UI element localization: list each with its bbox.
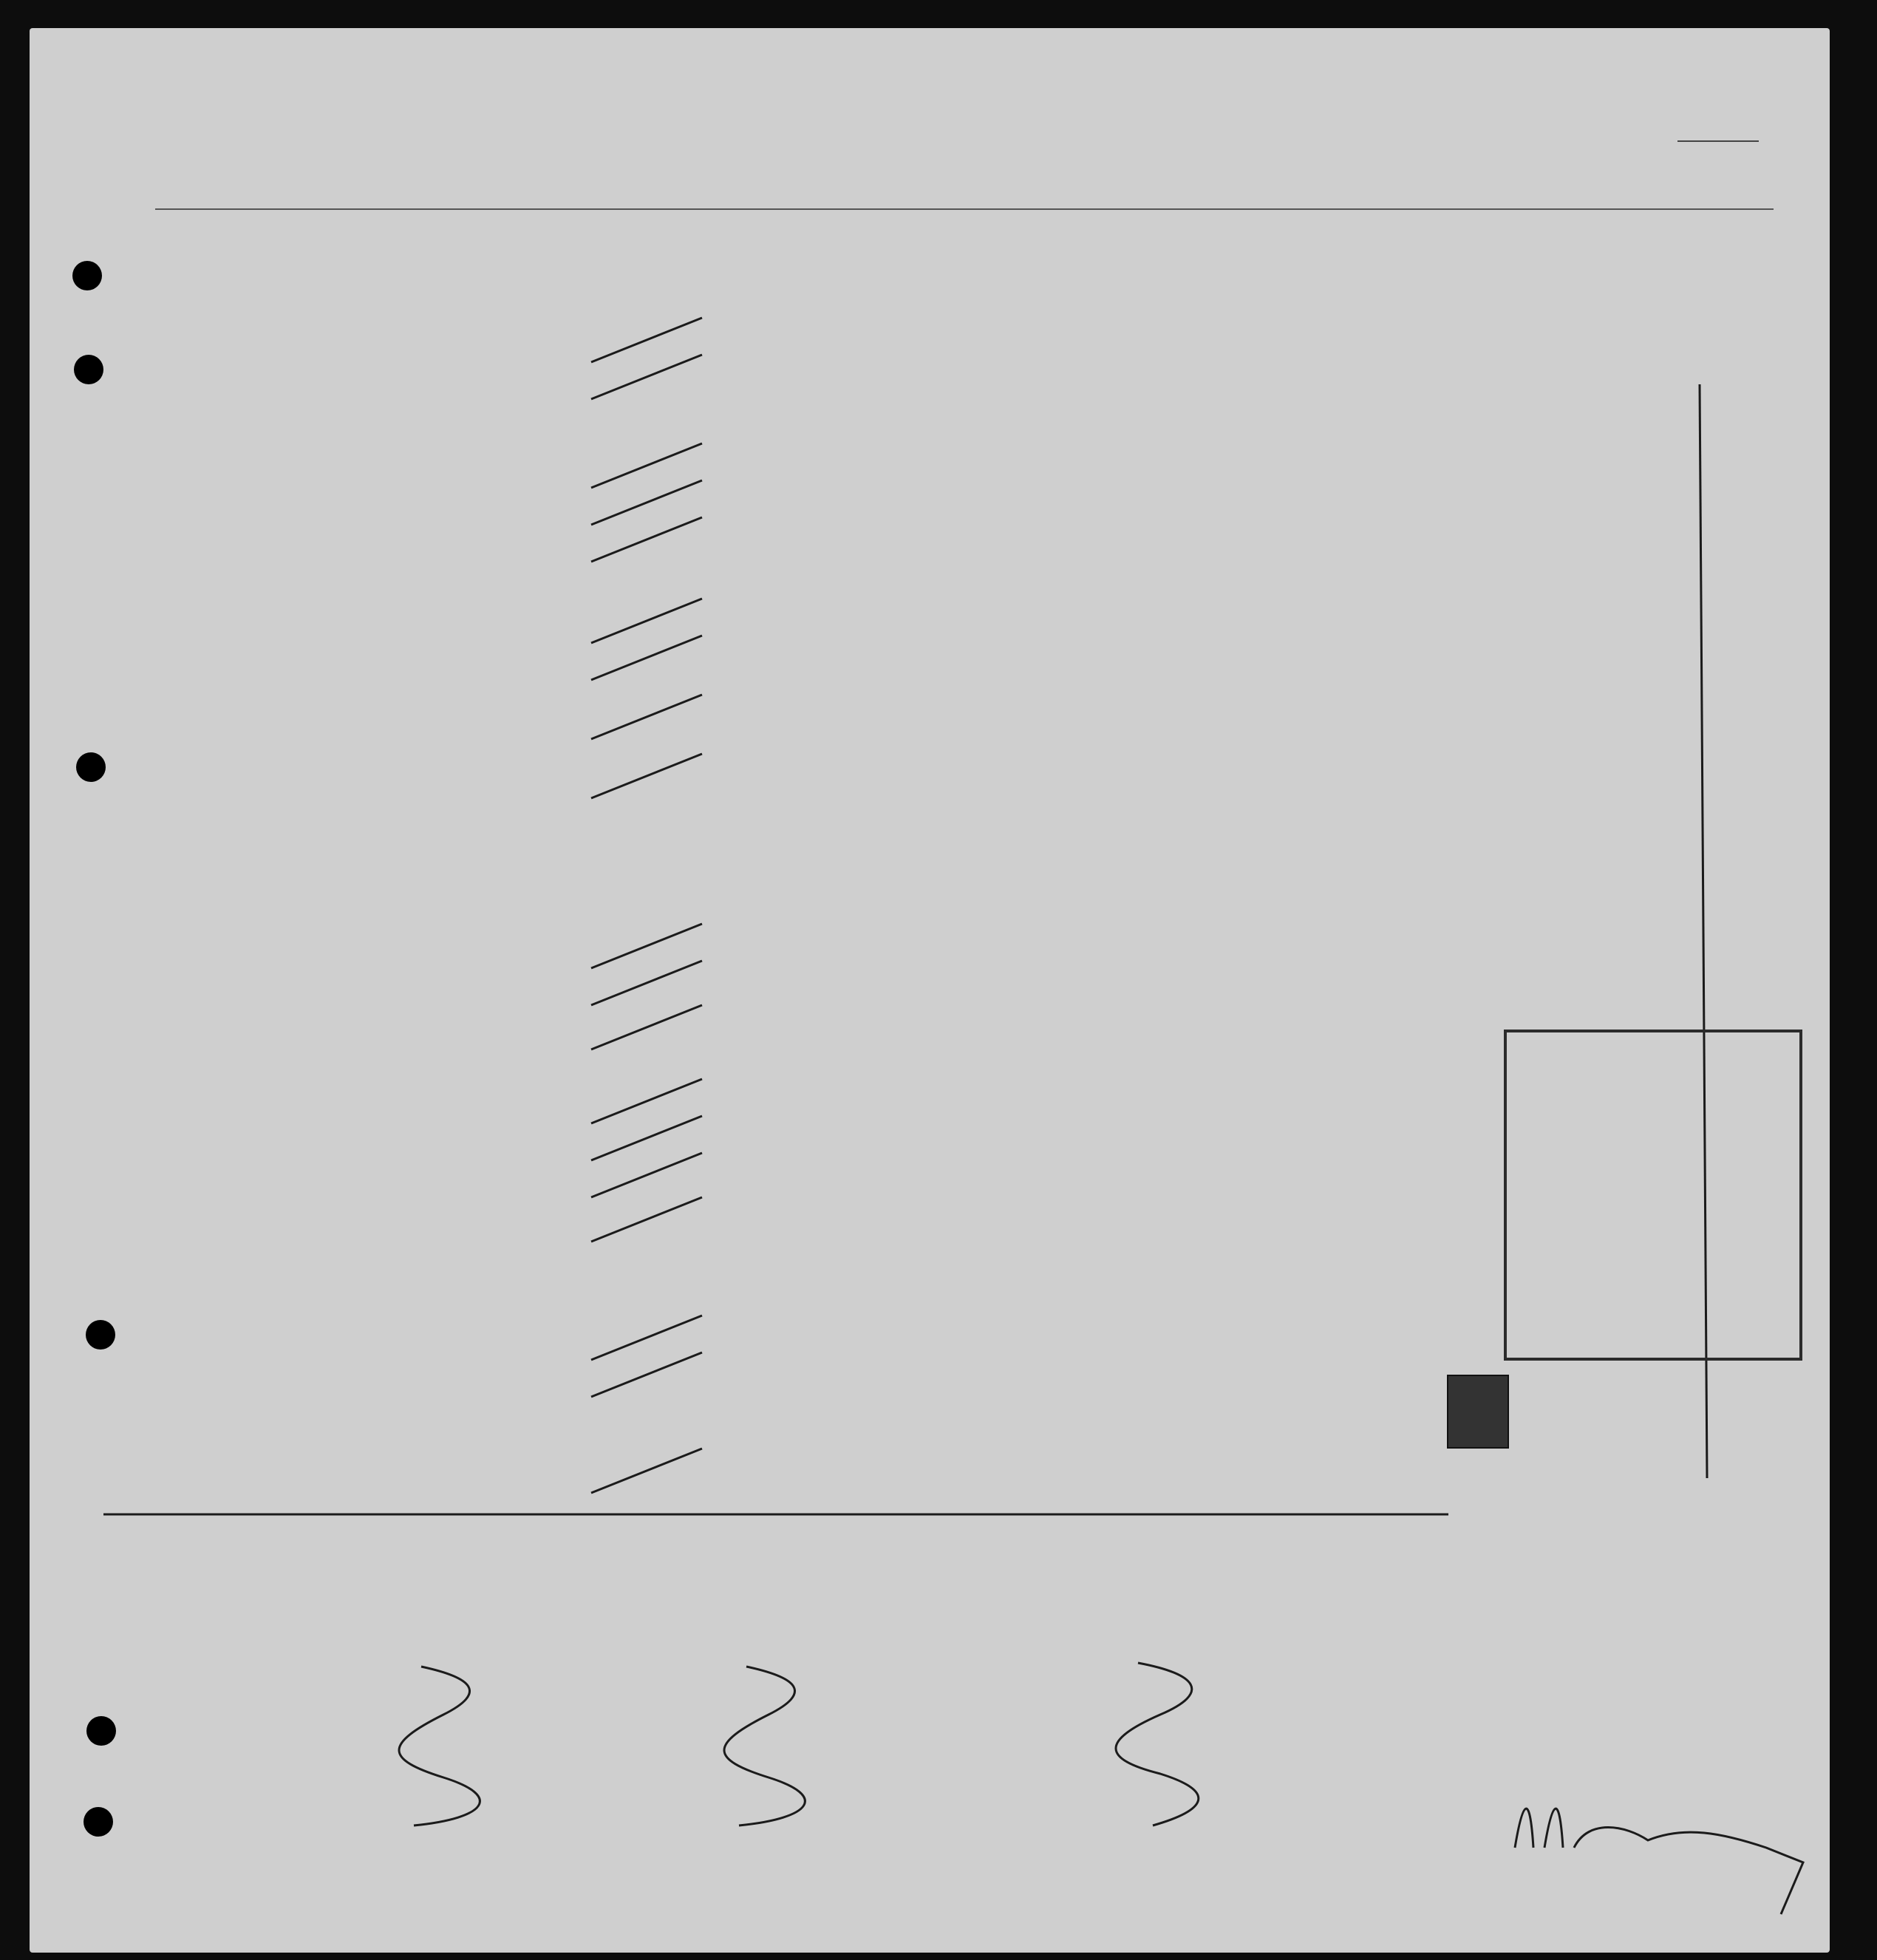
squiggle-mark	[399, 1667, 480, 1825]
signature-mark	[1515, 1808, 1803, 1914]
squiggle-mark	[1116, 1663, 1199, 1825]
revenue-stamp	[1447, 1375, 1509, 1449]
tick-marks	[591, 318, 702, 1493]
consulate-stamp	[1504, 1030, 1802, 1361]
squiggle-mark	[724, 1667, 805, 1825]
